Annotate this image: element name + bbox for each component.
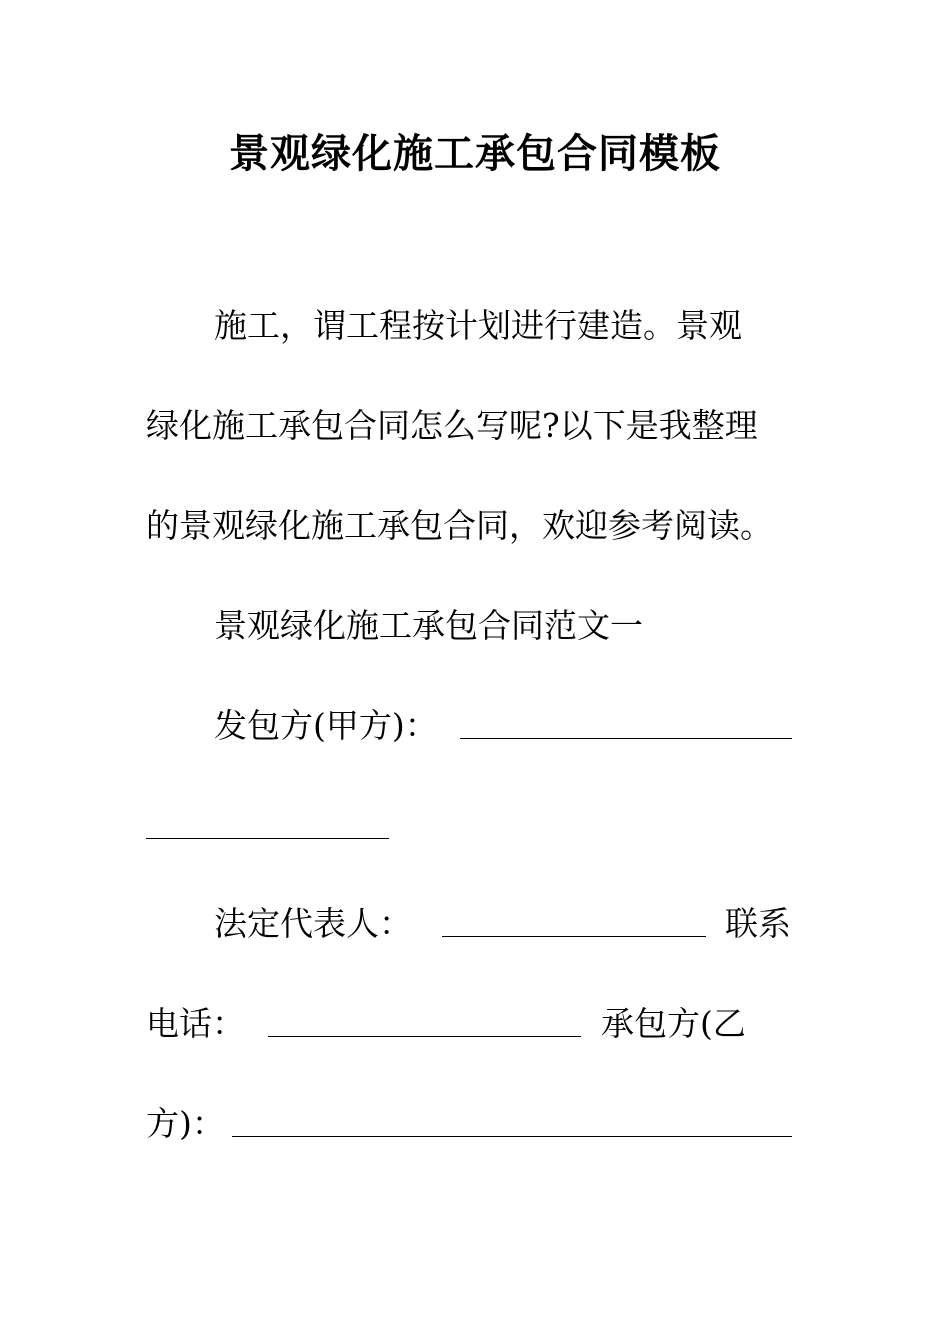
contact-label-part1: 联系 — [725, 904, 791, 943]
party-a-label: 发包方(甲方)： — [214, 706, 438, 745]
intro-line-1: 施工，谓工程按计划进行建造。景观 — [214, 306, 742, 345]
contact-phone-blank[interactable] — [268, 1006, 581, 1037]
party-a-blank-continued[interactable] — [146, 808, 389, 839]
party-b-label-part2: 方)： — [146, 1104, 225, 1143]
legal-rep-label: 法定代表人： — [214, 904, 412, 943]
intro-line-2: 绿化施工承包合同怎么写呢?以下是我整理 — [146, 406, 758, 445]
section-heading: 景观绿化施工承包合同范文一 — [214, 606, 643, 645]
party-b-blank[interactable] — [232, 1106, 792, 1137]
party-a-blank[interactable] — [460, 708, 792, 739]
contact-label-part2: 电话： — [146, 1004, 245, 1043]
document-title: 景观绿化施工承包合同模板 — [229, 130, 721, 177]
legal-rep-blank[interactable] — [442, 906, 706, 937]
intro-line-3: 的景观绿化施工承包合同，欢迎参考阅读。 — [146, 506, 773, 545]
party-b-label-part1: 承包方(乙 — [601, 1004, 746, 1043]
party-a-line — [214, 704, 438, 748]
